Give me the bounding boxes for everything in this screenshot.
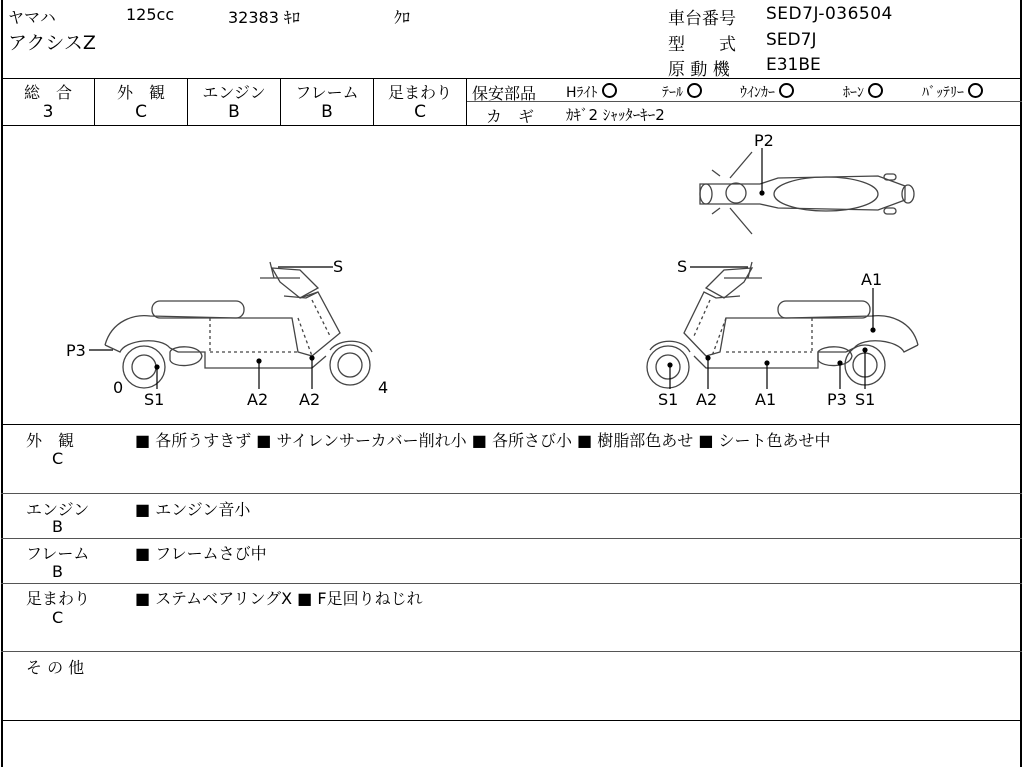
grade-label-suspension: 足まわり	[387, 83, 452, 102]
label-p2: P2	[754, 131, 774, 150]
grade-value-exterior: C	[135, 102, 147, 122]
grade-value-frame: B	[321, 102, 333, 122]
remark-label: 足まわり	[26, 589, 91, 608]
engine-value: E31BE	[766, 55, 821, 75]
label-p3-left: P3	[66, 341, 86, 360]
key-value: ｶｷﾞ2 ｼｬｯﾀｰｷｰ2	[566, 106, 665, 124]
remark-text: ■ ステムベアリングX ■ F足回りねじれ	[135, 589, 423, 608]
remark-grade: C	[52, 449, 64, 468]
remark-label: フレーム	[26, 544, 90, 563]
label-p3-right: P3	[827, 390, 847, 409]
rule-remarks	[1, 583, 1022, 584]
remark-text: ■ フレームさび中	[135, 544, 267, 563]
rule-remarks	[1, 538, 1022, 539]
grade-label-engine: エンジン	[202, 83, 266, 102]
label-four: 4	[378, 378, 389, 397]
label-a2-left-a: A2	[247, 390, 269, 409]
safety-label: 保安部品	[472, 84, 537, 103]
remark-text: ■ 各所うすきず ■ サイレンサーカバー削れ小 ■ 各所さび小 ■ 樹脂部色あせ ■ シート色あせ中	[135, 431, 831, 450]
rule-remarks	[1, 493, 1022, 494]
remark-label: エンジン	[26, 500, 90, 519]
frame-no: SED7J-036504	[766, 4, 893, 24]
rule-remarks-bottom	[1, 720, 1022, 721]
label-s-right: S	[677, 257, 688, 276]
safety-item-horn: ﾎｰﾝ	[843, 82, 883, 102]
rule-remarks	[1, 651, 1022, 652]
grade-label-frame: フレーム	[295, 83, 359, 102]
grade-value-suspension: C	[414, 102, 426, 122]
scooter-top-view	[700, 152, 914, 234]
remark-label: そ の 他	[26, 658, 85, 677]
safety-item-headlight: Hﾗｲﾄ	[566, 82, 617, 102]
mileage: 32383 ｷﾛ	[228, 8, 300, 27]
remark-grade: B	[52, 517, 63, 536]
color: ｸﾛ	[394, 8, 411, 27]
remark-label: 外 観	[26, 431, 75, 450]
scooter-left-view	[105, 262, 372, 388]
remark-text: ■ エンジン音小	[135, 500, 251, 519]
frame-no-label: 車台番号	[668, 9, 736, 29]
displacement: 125cc	[126, 5, 175, 24]
label-a2-left-b: A2	[299, 390, 321, 409]
type-value: SED7J	[766, 30, 817, 50]
grade-value-overall: 3	[42, 102, 54, 122]
label-s1-right-b: S1	[855, 390, 876, 409]
remark-grade: B	[52, 562, 63, 581]
type-label: 型 式	[668, 35, 736, 55]
grade-label-overall: 総 合	[23, 83, 72, 102]
key-label: カ ギ	[486, 107, 535, 126]
safety-item-tail: ﾃｰﾙ	[662, 82, 702, 102]
label-a1-right: A1	[755, 390, 777, 409]
label-zero: 0	[113, 378, 124, 397]
label-s1-left: S1	[144, 390, 165, 409]
grade-label-exterior: 外 観	[116, 83, 165, 102]
maker: ヤマハ	[8, 8, 56, 27]
safety-item-winker: ｳｲﾝｶｰ	[740, 82, 794, 102]
remark-grade: C	[52, 608, 64, 627]
label-s-left: S	[333, 257, 344, 276]
engine-label: 原 動 機	[668, 60, 730, 80]
model-name: アクシスZ	[8, 32, 96, 54]
grade-value-engine: B	[228, 102, 240, 122]
label-a2-right: A2	[696, 390, 718, 409]
label-s1-right: S1	[658, 390, 679, 409]
safety-item-battery: ﾊﾞｯﾃﾘｰ	[922, 82, 983, 102]
label-a1-top: A1	[861, 270, 883, 289]
